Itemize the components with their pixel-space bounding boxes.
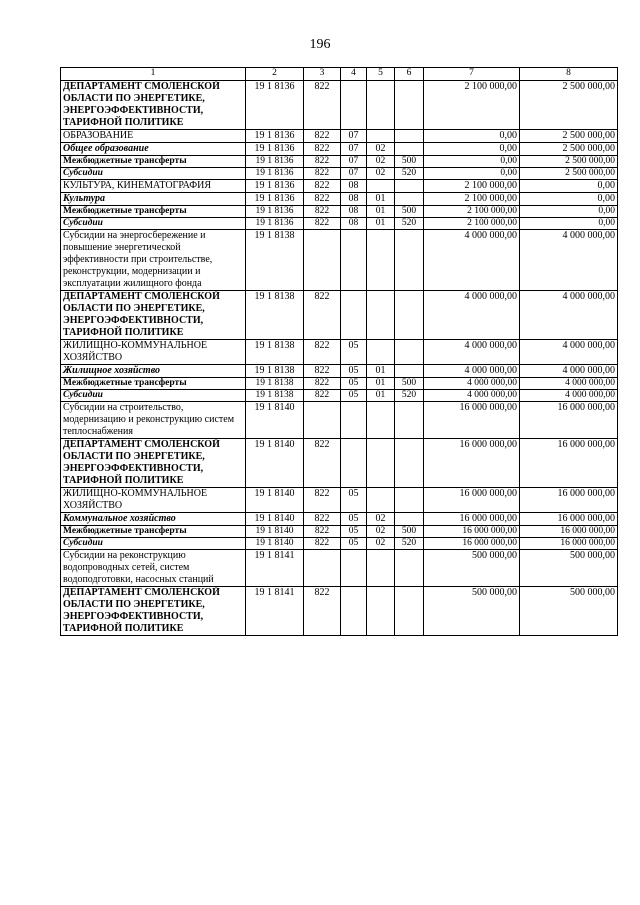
code-col2-cell: 19 1 8141 bbox=[246, 587, 304, 636]
header-cell: 5 bbox=[367, 68, 395, 81]
code-col4-cell: 07 bbox=[341, 130, 367, 143]
code-col3-cell: 822 bbox=[304, 143, 341, 156]
code-col2-cell: 19 1 8136 bbox=[246, 180, 304, 193]
row-name-cell: Межбюджетные трансферты bbox=[61, 156, 246, 168]
table-row bbox=[61, 526, 618, 538]
code-col3-cell bbox=[304, 230, 341, 291]
code-col4-cell: 05 bbox=[341, 513, 367, 526]
code-col6-cell: 520 bbox=[395, 218, 424, 230]
row-name-cell: ДЕПАРТАМЕНТ СМОЛЕНСКОЙ ОБЛАСТИ ПО ЭНЕРГЕТИКЕ, ЭНЕРГОЭФФЕКТИВНОСТИ, ТАРИФНОЙ ПОЛИТИКЕ bbox=[61, 291, 246, 340]
code-col4-cell bbox=[341, 587, 367, 636]
code-col5-cell: 02 bbox=[367, 526, 395, 538]
code-col2-cell: 19 1 8140 bbox=[246, 402, 304, 439]
code-col6-cell bbox=[395, 439, 424, 488]
code-col5-cell: 01 bbox=[367, 390, 395, 402]
amount-col8-cell: 4 000 000,00 bbox=[520, 340, 618, 365]
header-cell: 7 bbox=[424, 68, 520, 81]
code-col2-cell: 19 1 8140 bbox=[246, 538, 304, 550]
code-col6-cell bbox=[395, 143, 424, 156]
code-col3-cell: 822 bbox=[304, 193, 341, 206]
row-name-cell: Субсидии bbox=[61, 390, 246, 402]
code-col5-cell: 02 bbox=[367, 513, 395, 526]
code-col4-cell: 08 bbox=[341, 193, 367, 206]
code-col6-cell bbox=[395, 365, 424, 378]
amount-col8-cell: 4 000 000,00 bbox=[520, 230, 618, 291]
code-col3-cell: 822 bbox=[304, 587, 341, 636]
code-col4-cell: 07 bbox=[341, 143, 367, 156]
amount-col7-cell: 0,00 bbox=[424, 130, 520, 143]
amount-col7-cell: 2 100 000,00 bbox=[424, 218, 520, 230]
code-col4-cell bbox=[341, 439, 367, 488]
code-col6-cell: 520 bbox=[395, 390, 424, 402]
table-row bbox=[61, 230, 618, 291]
table-row bbox=[61, 488, 618, 513]
code-col2-cell: 19 1 8138 bbox=[246, 365, 304, 378]
amount-col7-cell: 2 100 000,00 bbox=[424, 193, 520, 206]
table-header-row bbox=[61, 68, 618, 81]
code-col5-cell bbox=[367, 81, 395, 130]
code-col6-cell: 520 bbox=[395, 538, 424, 550]
header-cell: 1 bbox=[61, 68, 246, 81]
amount-col7-cell: 2 100 000,00 bbox=[424, 180, 520, 193]
table-row bbox=[61, 180, 618, 193]
code-col2-cell: 19 1 8138 bbox=[246, 378, 304, 390]
code-col6-cell bbox=[395, 488, 424, 513]
amount-col7-cell: 0,00 bbox=[424, 156, 520, 168]
code-col4-cell: 05 bbox=[341, 378, 367, 390]
code-col5-cell bbox=[367, 402, 395, 439]
code-col5-cell: 02 bbox=[367, 143, 395, 156]
code-col6-cell: 520 bbox=[395, 168, 424, 180]
row-name-cell: ЖИЛИЩНО-КОММУНАЛЬНОЕ ХОЗЯЙСТВО bbox=[61, 340, 246, 365]
amount-col8-cell: 4 000 000,00 bbox=[520, 291, 618, 340]
code-col6-cell: 500 bbox=[395, 156, 424, 168]
code-col2-cell: 19 1 8140 bbox=[246, 488, 304, 513]
amount-col8-cell: 500 000,00 bbox=[520, 587, 618, 636]
code-col5-cell: 02 bbox=[367, 538, 395, 550]
code-col3-cell: 822 bbox=[304, 488, 341, 513]
code-col2-cell: 19 1 8136 bbox=[246, 193, 304, 206]
row-name-cell: Субсидии bbox=[61, 218, 246, 230]
code-col4-cell: 08 bbox=[341, 180, 367, 193]
budget-table bbox=[60, 67, 618, 636]
code-col3-cell: 822 bbox=[304, 168, 341, 180]
amount-col7-cell: 16 000 000,00 bbox=[424, 488, 520, 513]
amount-col7-cell: 500 000,00 bbox=[424, 587, 520, 636]
code-col6-cell bbox=[395, 130, 424, 143]
amount-col8-cell: 4 000 000,00 bbox=[520, 378, 618, 390]
code-col4-cell: 08 bbox=[341, 206, 367, 218]
table-row bbox=[61, 402, 618, 439]
row-name-cell: Межбюджетные трансферты bbox=[61, 526, 246, 538]
header-cell: 2 bbox=[246, 68, 304, 81]
row-name-cell: Субсидии bbox=[61, 168, 246, 180]
code-col3-cell: 822 bbox=[304, 206, 341, 218]
code-col4-cell bbox=[341, 402, 367, 439]
code-col3-cell: 822 bbox=[304, 180, 341, 193]
code-col6-cell: 500 bbox=[395, 526, 424, 538]
code-col2-cell: 19 1 8138 bbox=[246, 230, 304, 291]
code-col5-cell bbox=[367, 488, 395, 513]
code-col2-cell: 19 1 8138 bbox=[246, 390, 304, 402]
table-row bbox=[61, 143, 618, 156]
code-col3-cell bbox=[304, 550, 341, 587]
code-col5-cell bbox=[367, 550, 395, 587]
code-col6-cell: 500 bbox=[395, 378, 424, 390]
amount-col7-cell: 4 000 000,00 bbox=[424, 340, 520, 365]
code-col6-cell bbox=[395, 340, 424, 365]
table-row bbox=[61, 340, 618, 365]
amount-col8-cell: 2 500 000,00 bbox=[520, 156, 618, 168]
row-name-cell: Общее образование bbox=[61, 143, 246, 156]
code-col4-cell: 07 bbox=[341, 156, 367, 168]
amount-col8-cell: 0,00 bbox=[520, 180, 618, 193]
row-name-cell: ЖИЛИЩНО-КОММУНАЛЬНОЕ ХОЗЯЙСТВО bbox=[61, 488, 246, 513]
table-row bbox=[61, 378, 618, 390]
amount-col8-cell: 16 000 000,00 bbox=[520, 538, 618, 550]
row-name-cell: КУЛЬТУРА, КИНЕМАТОГРАФИЯ bbox=[61, 180, 246, 193]
code-col3-cell: 822 bbox=[304, 130, 341, 143]
amount-col7-cell: 4 000 000,00 bbox=[424, 378, 520, 390]
table-row bbox=[61, 587, 618, 636]
code-col6-cell bbox=[395, 291, 424, 340]
code-col6-cell bbox=[395, 193, 424, 206]
row-name-cell: Субсидии bbox=[61, 538, 246, 550]
code-col5-cell: 01 bbox=[367, 378, 395, 390]
code-col3-cell: 822 bbox=[304, 378, 341, 390]
amount-col8-cell: 2 500 000,00 bbox=[520, 168, 618, 180]
amount-col7-cell: 4 000 000,00 bbox=[424, 291, 520, 340]
code-col3-cell: 822 bbox=[304, 218, 341, 230]
code-col5-cell bbox=[367, 130, 395, 143]
amount-col7-cell: 16 000 000,00 bbox=[424, 538, 520, 550]
code-col2-cell: 19 1 8138 bbox=[246, 291, 304, 340]
code-col6-cell bbox=[395, 230, 424, 291]
table-row bbox=[61, 218, 618, 230]
amount-col7-cell: 4 000 000,00 bbox=[424, 390, 520, 402]
amount-col8-cell: 2 500 000,00 bbox=[520, 81, 618, 130]
row-name-cell: Субсидии на энергосбережение и повышение энергетической эффективности при строительстве, реконструкции, модернизации и эксплуатации жилищного фонда bbox=[61, 230, 246, 291]
row-name-cell: Жилищное хозяйство bbox=[61, 365, 246, 378]
code-col2-cell: 19 1 8140 bbox=[246, 513, 304, 526]
row-name-cell: ДЕПАРТАМЕНТ СМОЛЕНСКОЙ ОБЛАСТИ ПО ЭНЕРГЕТИКЕ, ЭНЕРГОЭФФЕКТИВНОСТИ, ТАРИФНОЙ ПОЛИТИКЕ bbox=[61, 439, 246, 488]
amount-col8-cell: 2 500 000,00 bbox=[520, 143, 618, 156]
row-name-cell: ОБРАЗОВАНИЕ bbox=[61, 130, 246, 143]
row-name-cell: Субсидии на строительство, модернизацию и реконструкцию систем теплоснабжения bbox=[61, 402, 246, 439]
code-col6-cell bbox=[395, 81, 424, 130]
header-cell: 3 bbox=[304, 68, 341, 81]
code-col4-cell bbox=[341, 550, 367, 587]
table-row bbox=[61, 513, 618, 526]
code-col5-cell: 01 bbox=[367, 218, 395, 230]
amount-col7-cell: 16 000 000,00 bbox=[424, 526, 520, 538]
amount-col7-cell: 4 000 000,00 bbox=[424, 365, 520, 378]
amount-col8-cell: 4 000 000,00 bbox=[520, 390, 618, 402]
code-col5-cell: 02 bbox=[367, 168, 395, 180]
code-col2-cell: 19 1 8136 bbox=[246, 218, 304, 230]
header-cell: 8 bbox=[520, 68, 618, 81]
table-row bbox=[61, 81, 618, 130]
amount-col8-cell: 16 000 000,00 bbox=[520, 513, 618, 526]
code-col5-cell: 02 bbox=[367, 156, 395, 168]
row-name-cell: Культура bbox=[61, 193, 246, 206]
amount-col8-cell: 16 000 000,00 bbox=[520, 488, 618, 513]
header-cell: 6 bbox=[395, 68, 424, 81]
amount-col7-cell: 16 000 000,00 bbox=[424, 402, 520, 439]
row-name-cell: Межбюджетные трансферты bbox=[61, 206, 246, 218]
code-col5-cell bbox=[367, 587, 395, 636]
header-cell: 4 bbox=[341, 68, 367, 81]
amount-col7-cell: 16 000 000,00 bbox=[424, 513, 520, 526]
code-col2-cell: 19 1 8141 bbox=[246, 550, 304, 587]
code-col4-cell: 05 bbox=[341, 365, 367, 378]
amount-col7-cell: 4 000 000,00 bbox=[424, 230, 520, 291]
code-col4-cell bbox=[341, 230, 367, 291]
amount-col8-cell: 4 000 000,00 bbox=[520, 365, 618, 378]
row-name-cell: ДЕПАРТАМЕНТ СМОЛЕНСКОЙ ОБЛАСТИ ПО ЭНЕРГЕТИКЕ, ЭНЕРГОЭФФЕКТИВНОСТИ, ТАРИФНОЙ ПОЛИТИКЕ bbox=[61, 587, 246, 636]
amount-col7-cell: 0,00 bbox=[424, 168, 520, 180]
amount-col8-cell: 0,00 bbox=[520, 193, 618, 206]
code-col4-cell: 05 bbox=[341, 538, 367, 550]
table-row bbox=[61, 168, 618, 180]
code-col3-cell bbox=[304, 402, 341, 439]
row-name-cell: ДЕПАРТАМЕНТ СМОЛЕНСКОЙ ОБЛАСТИ ПО ЭНЕРГЕТИКЕ, ЭНЕРГОЭФФЕКТИВНОСТИ, ТАРИФНОЙ ПОЛИТИКЕ bbox=[61, 81, 246, 130]
table-row bbox=[61, 550, 618, 587]
amount-col8-cell: 500 000,00 bbox=[520, 550, 618, 587]
code-col3-cell: 822 bbox=[304, 156, 341, 168]
amount-col7-cell: 500 000,00 bbox=[424, 550, 520, 587]
row-name-cell: Субсидии на реконструкцию водопроводных сетей, систем водоподготовки, насосных станций bbox=[61, 550, 246, 587]
code-col5-cell: 01 bbox=[367, 206, 395, 218]
amount-col7-cell: 2 100 000,00 bbox=[424, 206, 520, 218]
code-col4-cell: 05 bbox=[341, 526, 367, 538]
code-col4-cell bbox=[341, 81, 367, 130]
amount-col8-cell: 16 000 000,00 bbox=[520, 439, 618, 488]
amount-col8-cell: 0,00 bbox=[520, 206, 618, 218]
code-col5-cell bbox=[367, 439, 395, 488]
code-col2-cell: 19 1 8136 bbox=[246, 130, 304, 143]
table-row bbox=[61, 390, 618, 402]
amount-col7-cell: 2 100 000,00 bbox=[424, 81, 520, 130]
table-row bbox=[61, 365, 618, 378]
code-col2-cell: 19 1 8136 bbox=[246, 81, 304, 130]
table-row bbox=[61, 156, 618, 168]
amount-col8-cell: 2 500 000,00 bbox=[520, 130, 618, 143]
amount-col7-cell: 16 000 000,00 bbox=[424, 439, 520, 488]
code-col5-cell: 01 bbox=[367, 365, 395, 378]
code-col4-cell: 05 bbox=[341, 488, 367, 513]
code-col6-cell bbox=[395, 180, 424, 193]
table-row bbox=[61, 206, 618, 218]
code-col6-cell bbox=[395, 513, 424, 526]
code-col4-cell: 05 bbox=[341, 390, 367, 402]
code-col4-cell bbox=[341, 291, 367, 340]
table-row bbox=[61, 538, 618, 550]
code-col2-cell: 19 1 8140 bbox=[246, 526, 304, 538]
amount-col8-cell: 0,00 bbox=[520, 218, 618, 230]
code-col6-cell: 500 bbox=[395, 206, 424, 218]
row-name-cell: Коммунальное хозяйство bbox=[61, 513, 246, 526]
code-col3-cell: 822 bbox=[304, 291, 341, 340]
code-col2-cell: 19 1 8136 bbox=[246, 156, 304, 168]
code-col3-cell: 822 bbox=[304, 526, 341, 538]
code-col3-cell: 822 bbox=[304, 390, 341, 402]
code-col6-cell bbox=[395, 402, 424, 439]
code-col4-cell: 07 bbox=[341, 168, 367, 180]
code-col3-cell: 822 bbox=[304, 513, 341, 526]
amount-col7-cell: 0,00 bbox=[424, 143, 520, 156]
code-col3-cell: 822 bbox=[304, 81, 341, 130]
row-name-cell: Межбюджетные трансферты bbox=[61, 378, 246, 390]
code-col2-cell: 19 1 8136 bbox=[246, 168, 304, 180]
table-row bbox=[61, 291, 618, 340]
code-col5-cell bbox=[367, 340, 395, 365]
code-col5-cell: 01 bbox=[367, 193, 395, 206]
code-col6-cell bbox=[395, 550, 424, 587]
table-row bbox=[61, 130, 618, 143]
code-col6-cell bbox=[395, 587, 424, 636]
code-col4-cell: 05 bbox=[341, 340, 367, 365]
code-col3-cell: 822 bbox=[304, 365, 341, 378]
page-number: 196 bbox=[309, 37, 331, 52]
code-col2-cell: 19 1 8136 bbox=[246, 143, 304, 156]
table-row bbox=[61, 439, 618, 488]
code-col5-cell bbox=[367, 230, 395, 291]
code-col2-cell: 19 1 8136 bbox=[246, 206, 304, 218]
code-col2-cell: 19 1 8140 bbox=[246, 439, 304, 488]
code-col3-cell: 822 bbox=[304, 439, 341, 488]
code-col4-cell: 08 bbox=[341, 218, 367, 230]
amount-col8-cell: 16 000 000,00 bbox=[520, 526, 618, 538]
code-col5-cell bbox=[367, 180, 395, 193]
code-col5-cell bbox=[367, 291, 395, 340]
code-col3-cell: 822 bbox=[304, 538, 341, 550]
code-col3-cell: 822 bbox=[304, 340, 341, 365]
amount-col8-cell: 16 000 000,00 bbox=[520, 402, 618, 439]
table-row bbox=[61, 193, 618, 206]
code-col2-cell: 19 1 8138 bbox=[246, 340, 304, 365]
